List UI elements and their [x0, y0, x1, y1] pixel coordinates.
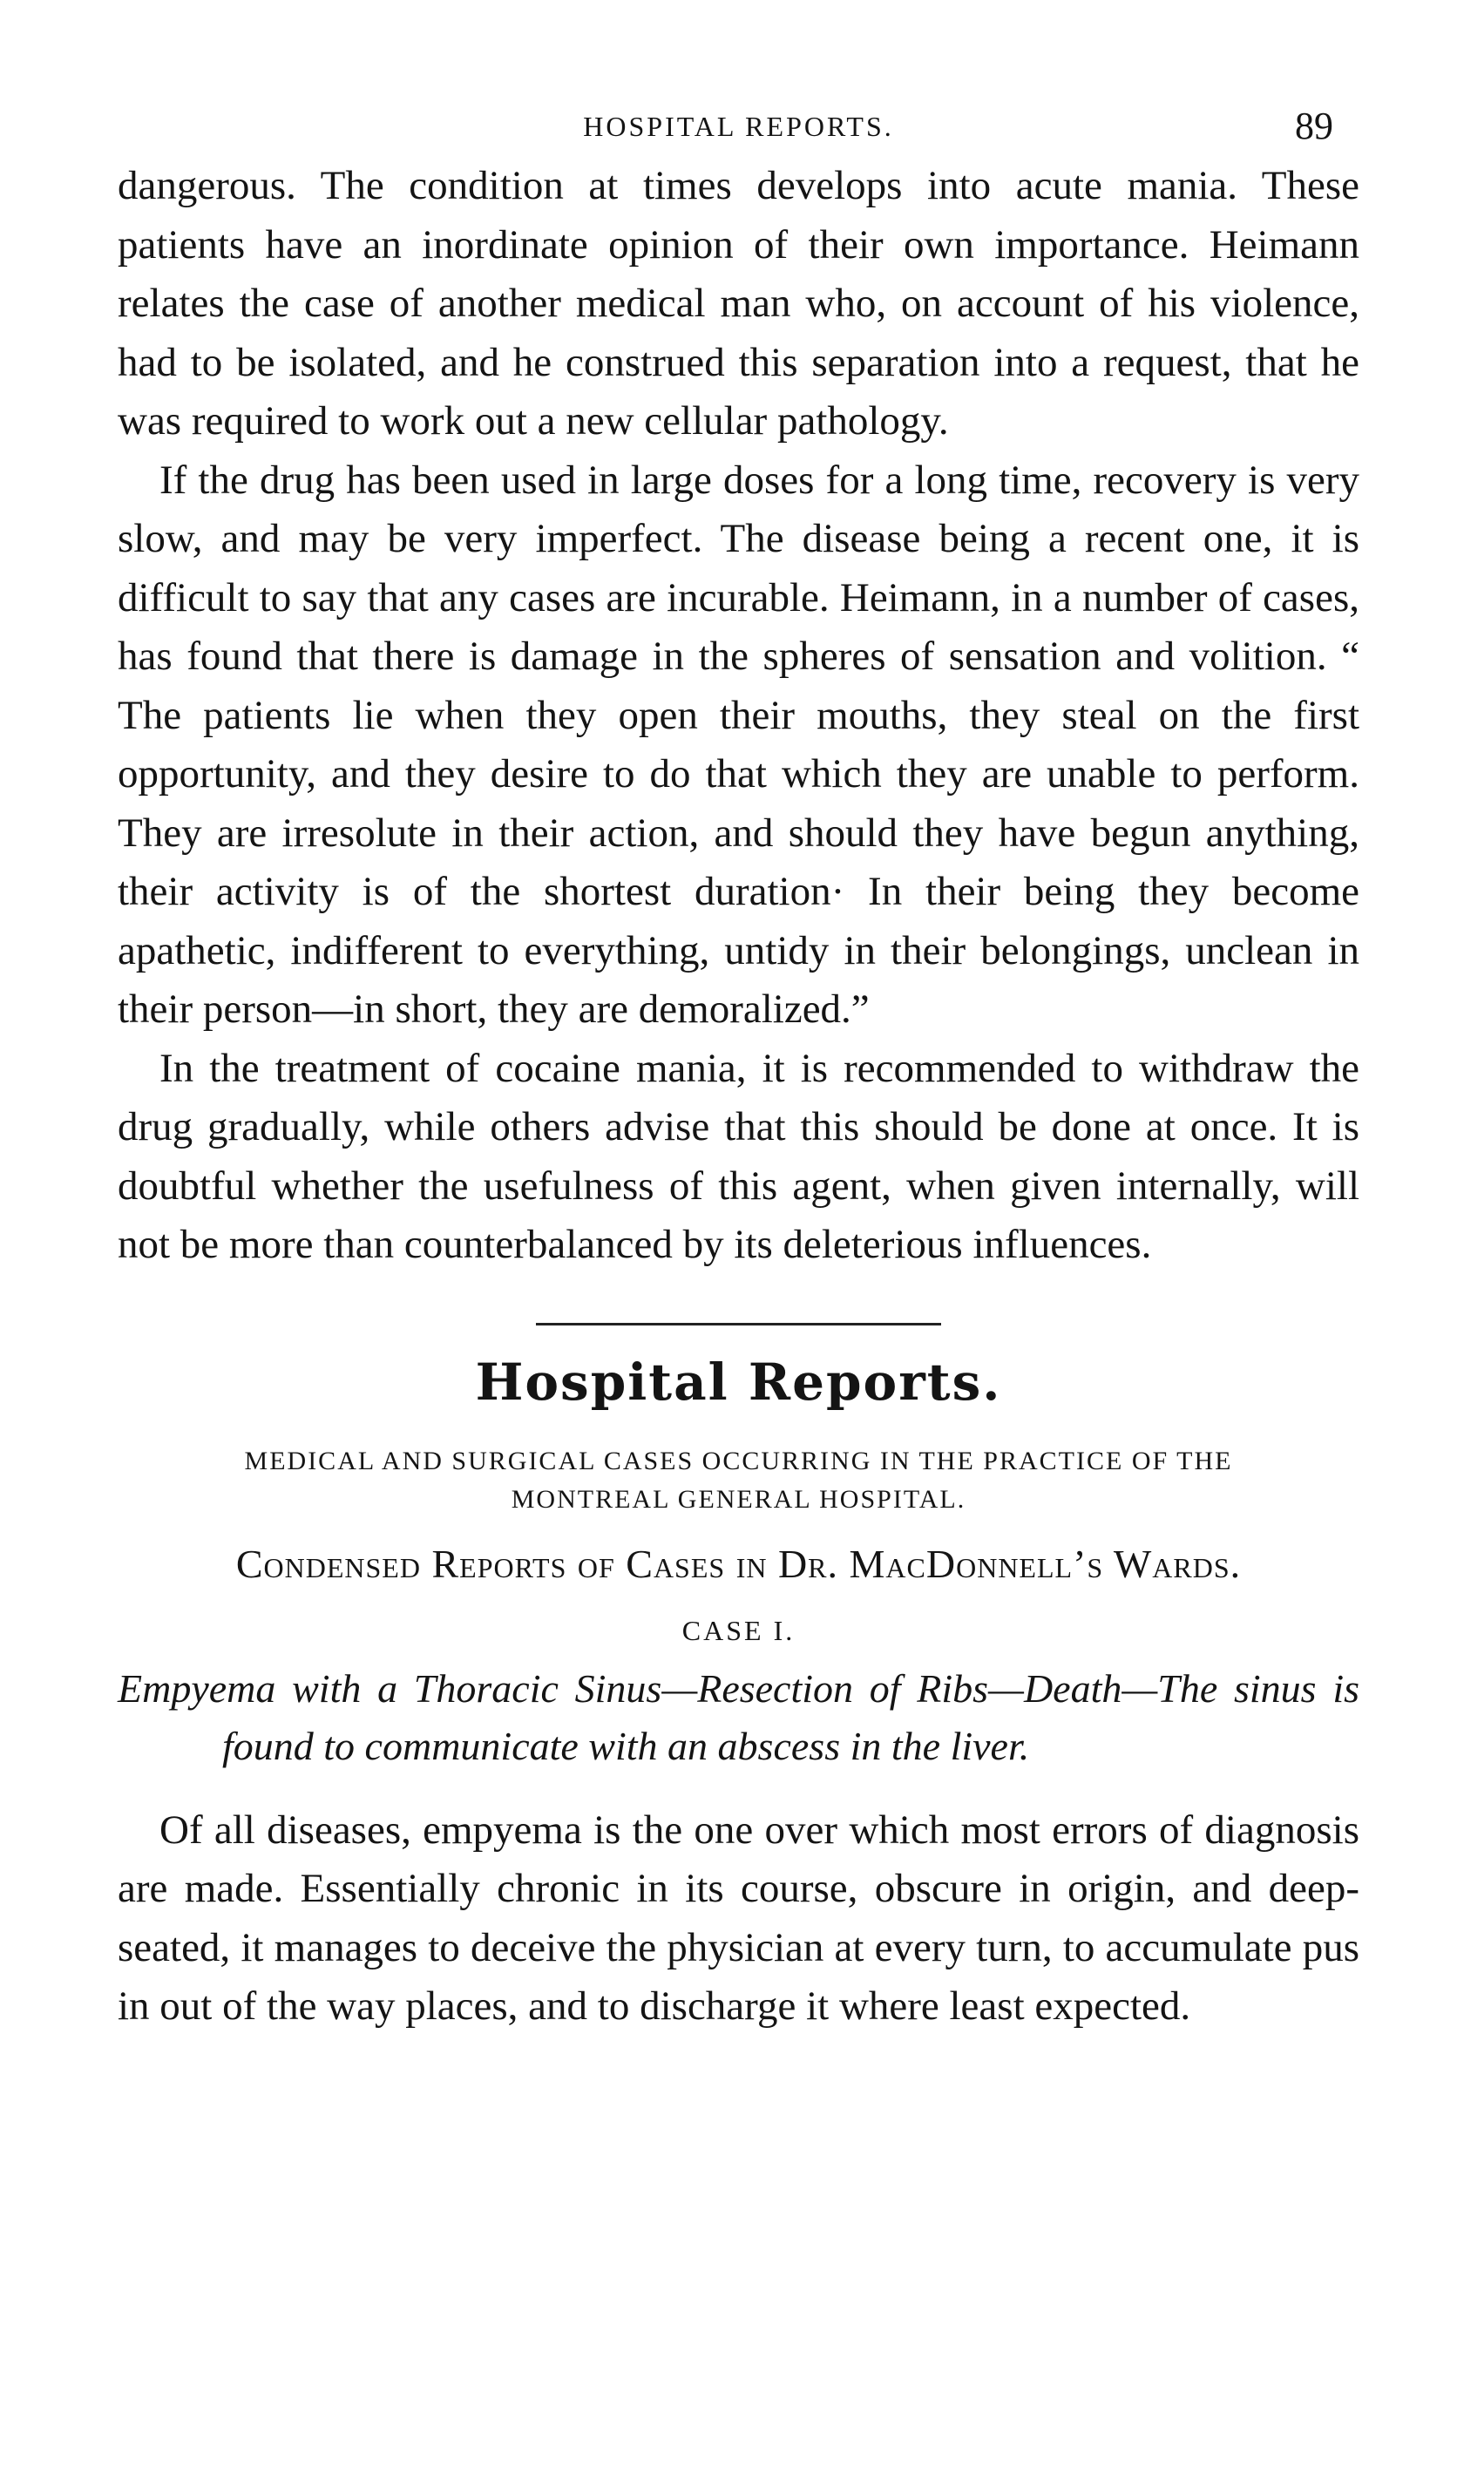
body-paragraph: In the treatment of cocaine mania, it is recommended to withdraw the drug gradually, while others advise that this should be done at once. It is doubtful whether the usefulness of this agent, when given internally, will not be more than counterbalanced by its deleterious influences. — [118, 1045, 1359, 1267]
running-head — [118, 96, 1359, 157]
book-page — [118, 96, 1359, 2037]
section-divider — [536, 1323, 941, 1325]
running-title: HOSPITAL REPORTS. — [583, 111, 894, 142]
body-paragraph: Of all diseases, empyema is the one over which most errors of diagnosis are made. Essentially chronic in its course, obscure in origin, and deep-seated, it manages to deceive the physician at every turn, to accumulate pus in out of the way places, and to discharge it where least expected. — [118, 1807, 1359, 2029]
section-heading: Hospital Reports. — [475, 1352, 1002, 1412]
subheading-line: MONTREAL GENERAL HOSPITAL. — [511, 1484, 966, 1514]
page-number: 89 — [1295, 105, 1333, 147]
body-paragraph: If the drug has been used in large doses for a long time, recovery is very slow, and may be very imperfect. The disease being a recent one, it is difficult to say that any cases are incurable. Heimann, in a number of cases, has found that there is damage in the spheres of sensation and volition. “ The patients lie when they open their mouths, they steal on the first opportunity, and they desire to do that which they are unable to perform. They are irresolute in their action, and should they have begun anything, their activity is of the shortest duration· In their being they become apathetic, indifferent to everything, untidy in their belongings, unclean in their person—in short, they are demoralized.” — [118, 457, 1359, 1032]
wards-heading: Condensed Reports of Cases in Dr. MacDonnell’s Wards. — [235, 1541, 1242, 1586]
case-title: Empyema with a Thoracic Sinus—Resection of Ribs—Death—The sinus is found to communicate with an abscess in the liver. — [118, 1665, 1359, 1768]
continuation-text — [118, 157, 1359, 1275]
body-paragraph: dangerous. The condition at times develops into acute mania. These patients have an inordinate opinion of their own importance. Heimann relates the case of another medical man who, on account of his violence, had to be isolated, and he construed this separation into a request, that he was required to work out a new cellular pathology. — [118, 163, 1359, 444]
case-number: CASE I. — [681, 1614, 796, 1646]
section-subheading — [118, 1442, 1359, 1519]
case-text — [118, 1801, 1359, 2037]
subheading-line: MEDICAL AND SURGICAL CASES OCCURRING IN THE PRACTICE OF THE — [244, 1446, 1233, 1475]
